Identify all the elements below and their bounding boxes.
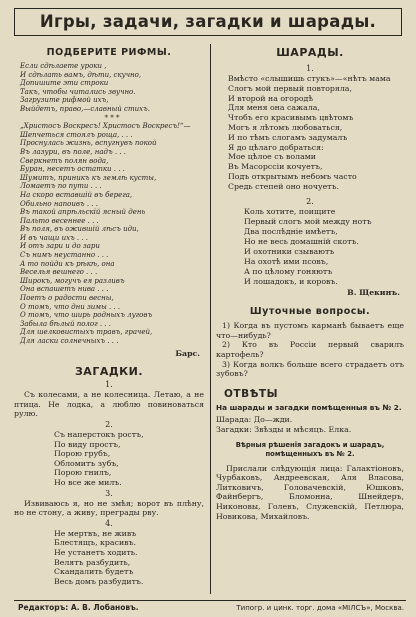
poem-line: Шепчеться стоялъ роща, . . . <box>20 130 133 139</box>
correct-answers-heading: Вѣрныя рѣшенія загадокъ и шарадъ, помѣщенныхъ въ № 2. <box>235 440 385 459</box>
riddles-heading: ЗАГАДКИ. <box>74 365 144 379</box>
rhymes-heading: ПОДБЕРИТЕ РИФМЫ. <box>46 47 172 58</box>
charade-line: И по тѣмъ слогамъ задумалъ <box>228 132 348 142</box>
riddle-line: Блестящъ, красивъ. <box>54 538 136 548</box>
poem-line: Шумитъ, приникъ къ землѣ кусты, <box>20 173 157 182</box>
charade-line: И охотники сзываютъ <box>244 246 335 256</box>
charade-line: Первый слогъ мой между нотъ <box>244 216 372 226</box>
charade-line: Могъ я лѣтомъ любоваться, <box>228 122 343 132</box>
rhymes-poem-1 <box>14 62 204 122</box>
riddle-line: Весь домъ разбудитъ. <box>54 576 144 586</box>
riddle-line: Обломитъ зубъ, <box>54 458 119 468</box>
poem-line: Для шелковистыхъ травъ, грачей, <box>20 328 153 337</box>
charade-line: На охотѣ ими псовъ, <box>244 256 329 266</box>
charade-2 <box>216 207 404 287</box>
joke-question-2: 2) Кто въ Россіи первый сварилъ картофель? <box>216 340 404 359</box>
riddle-line: Съ наперстокъ ростъ, <box>54 429 144 439</box>
riddle-line: Но все же милъ. <box>54 477 122 487</box>
poem-line: Забыла бѣлый полог . . . <box>20 319 111 328</box>
poem-line: Допишите эти строки <box>20 79 109 88</box>
riddle-3: Извиваюсь я, но не змѣя; ворот въ плѣну, но не стону, а живу, преграды рву. <box>14 498 204 518</box>
charade-line: Но не весь домашній скотъ. <box>244 236 359 246</box>
answers-subheading: На шарады и загадки помѣщенныя въ № 2. <box>216 402 402 412</box>
answer-charade: Шарада: До—жди. <box>216 415 293 425</box>
poem-line: О томъ, что ширь родныхъ луговъ <box>20 311 153 320</box>
charade-number-2: 2. <box>306 196 314 206</box>
riddle-number-4: 4. <box>105 518 113 528</box>
poem-line: Для ласки солнечныхъ . . . <box>20 337 119 345</box>
riddle-number-1: 1. <box>105 380 113 390</box>
riddle-line: Порою гнилъ, <box>54 468 112 478</box>
joke-question-3: 3) Когда волкъ больше всего страдаетъ отъ зубовъ? <box>216 359 404 379</box>
charade-line: Средь степей оно ночуетъ. <box>228 181 339 191</box>
poem-line: Если сдѣлаете уроки , <box>20 62 107 70</box>
riddle-2 <box>14 430 204 488</box>
charade-line: Мое цѣлое съ волами <box>228 152 316 162</box>
poem-line: Она вспашетъ нива . . . <box>20 285 109 294</box>
riddle-line: Не устанетъ ходить. <box>54 547 138 557</box>
poem-line: И сдѣлать вамъ, дѣти, скучно, <box>20 70 142 79</box>
riddle-line: Порою грубъ, <box>54 449 111 459</box>
charades-heading: ШАРАДЫ. <box>276 46 344 59</box>
column-divider <box>210 44 211 594</box>
poem-line: Въ поля, въ ожившій лѣсъ иди, <box>20 225 139 234</box>
charade-line: Въ Маcорссіи кочуетъ, <box>228 162 323 172</box>
riddle-number-3: 3. <box>105 488 113 498</box>
charade-line: Для меня она сажала, <box>228 103 320 113</box>
page <box>14 6 406 610</box>
charade-1 <box>216 74 404 192</box>
left-column <box>14 46 204 586</box>
charade-line: Два послѣдніе имѣетъ, <box>244 226 338 236</box>
poem-line: И отъ зари и до зари <box>20 242 100 251</box>
charade-line: Коль хотите, поищите <box>244 206 336 216</box>
riddle-line: Не мертвъ, не живъ <box>54 528 137 538</box>
separator: * * * <box>104 113 120 122</box>
footer <box>14 600 406 612</box>
charade-line: А по цѣлому гоняютъ <box>244 266 333 276</box>
page-title: Игры, задачи, загадки и шарады. <box>14 8 402 36</box>
poem-line: Пальто весеннее . . . <box>20 216 99 225</box>
poem-line: О томъ, что дни зимы . . . <box>20 302 121 311</box>
charade-line: Вмѣсто «слышишь стукъ»—«нѣтъ мама <box>228 74 391 83</box>
charade-line: И лошадокъ, и коровъ. <box>244 276 338 286</box>
poem-line: „Христосъ Воскресъ! Христосъ Воскресъ!“— <box>20 122 191 131</box>
charade-line: Чтобъ его красивымъ цвѣтомъ <box>228 113 354 123</box>
charade-line: И второй на огородѣ <box>228 93 314 103</box>
poem-line: Поетъ о радости весны, <box>20 294 114 303</box>
poem-line: А то пойди къ рѣкѣ, она <box>20 259 115 268</box>
riddle-line: Велятъ разбудить, <box>54 557 131 567</box>
editor-credit: Редакторъ: А. В. Лобановъ. <box>18 603 139 612</box>
printer-credit: Типогр. и цинк. торг. дома «МІЛСЪ», Москва. <box>236 604 404 612</box>
riddle-line: По виду простъ, <box>54 439 121 449</box>
joke-question-1: 1) Когда въ пустомъ карманѣ бываетъ еще что—нибудь? <box>216 321 404 340</box>
poem-line: Веселья вешнего . . . <box>20 268 98 277</box>
answers-heading: ОТВѢТЫ <box>224 387 278 400</box>
charade-line: Подъ открытымъ небомъ часто <box>228 171 357 181</box>
poem-line: Проснулась жизнь, вспугнувъ покой <box>20 139 157 148</box>
poem-line: Такъ, чтобы читались звучно. <box>20 87 136 96</box>
charades-author: В. Щекинъ. <box>347 287 400 297</box>
answer-riddles: Загадки: Звѣзды и мѣсяцъ. Елка. <box>216 424 352 434</box>
poem-line: Съ нимъ неустанно . . . <box>20 251 109 260</box>
riddle-4 <box>14 529 204 587</box>
riddle-number-2: 2. <box>105 419 113 429</box>
poem-line: Выйдетъ, право,—славный стихъ. <box>20 104 150 113</box>
riddle-line: Скандалить будетъ <box>54 567 134 577</box>
poem-line: Сверкнетъ полян вода, <box>20 156 109 165</box>
charade-line: Слогъ мой первый повторяла, <box>228 83 352 93</box>
charade-line: Я до цѣлаго добраться: <box>228 142 324 152</box>
right-column <box>216 46 404 521</box>
poem-line: Обильно напоивъ . . . <box>20 199 98 208</box>
poem-line: Въ такой апрѣльскій ясный день <box>20 208 146 217</box>
riddle-1: Съ колесами, а не колесница. Летаю, а не птица. Не лодка, а люблю повиноваться рулю. <box>14 390 204 419</box>
poem-line: Загрузите рифмой ихъ, <box>20 96 109 105</box>
rhymes-poem-2 <box>14 122 204 345</box>
rhymes-author: Барс. <box>175 348 200 358</box>
poem-line: На скоро вставшій въ берега, <box>20 190 133 199</box>
poem-line: Въ лазури, въ поле, надъ . . . <box>20 147 126 156</box>
poem-line: И въ чащи ихъ . . . <box>20 233 89 242</box>
poem-line: Буран, несетъ остатки . . . <box>20 165 125 174</box>
jokes-heading: Шуточные вопросы. <box>249 306 371 318</box>
charade-number-1: 1. <box>306 64 314 73</box>
poem-line: Ломаетъ по пути . . . <box>20 182 102 191</box>
senders-list: Прислали слѣдующія лица: Галактіоновъ, Чурбаковъ, Андреевская, Аля Власова, Литковичъ, Головачевскій, Юшковъ, Файнбергъ, Бломонна, Шнейдеръ, Никоновы, Голевъ, Служевскій, Петлюра, Новикова, Михайловъ. <box>216 463 404 521</box>
poem-line: Широкъ, могучъ ея разливъ <box>20 276 125 285</box>
